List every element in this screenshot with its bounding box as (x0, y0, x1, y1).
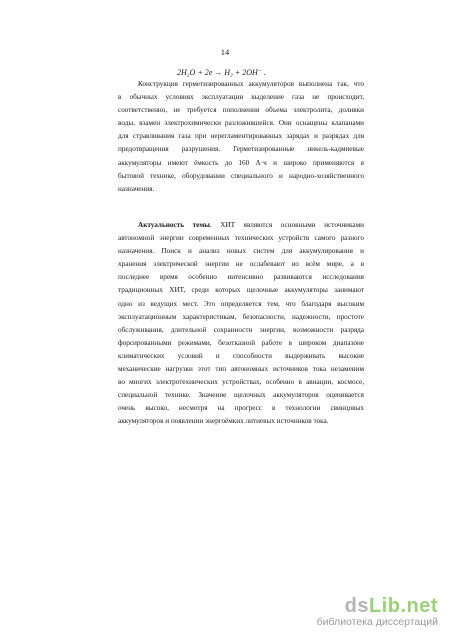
text-line: соответственно, не требуется пополнения объема электролита, доливки (118, 106, 364, 115)
text-line: традиционных ХИТ, среди которых щелочные аккумуляторы занимают (118, 286, 364, 295)
text-line: во многих электротехнических устройствах, особенно в авиации, космосе, (118, 378, 364, 387)
text-line: Конструкция герметизированных аккумуляторов выполнена так, что (138, 80, 364, 88)
paragraph-topic-relevance (118, 219, 364, 429)
text-line: хранения электрической энергии не ослабевают во всём мире, а в (118, 260, 364, 269)
text-line: обслуживания, длительной сохранности энергии, возможности разряда (118, 325, 364, 334)
text-line: автономной энергии современных технических устройств самого разного (118, 234, 364, 243)
text-line: аккумуляторы имеют ёмкость до 160 А·ч и широко применяются в (118, 158, 364, 167)
lead-text: . ХИТ являются основными источниками (209, 221, 364, 229)
section-heading-relevance: Актуальность темы (138, 221, 210, 229)
text-line: очень высоко, несмотря на прогресс в технологии свинцовых (118, 404, 364, 413)
dslib-watermark (317, 596, 438, 629)
paragraph-sealed-batteries (118, 78, 364, 196)
text-line: назначения. (118, 184, 155, 193)
page-number: 14 (220, 47, 230, 57)
watermark-caption: библиотека диссертаций (316, 616, 438, 628)
text-line-lead (118, 219, 364, 232)
text-line: климатических условий и способности выдерживать высокие (118, 351, 364, 360)
text-line: форсированными режимами, безотказной работе в широком диапазоне (118, 338, 364, 347)
text-line: механические нагрузки этот тип автономных источников тока незаменим (118, 365, 364, 374)
text-line: для стравливания газа при нерегламентированных зарядах и разрядах для (118, 132, 364, 141)
logo-suffix: Lib.net (368, 595, 438, 617)
text-line: аккумуляторов и появлении энергоёмких литиевых источников тока. (118, 417, 329, 426)
text-line: последнее время особенно интенсивно развиваются исследования (118, 273, 364, 282)
chemical-formula: 2H₂O + 2e → H₂ + 2OH⁻ . (177, 68, 267, 77)
text-line: предотвращения разрушения. Герметизированные никель-кадмиевые (118, 145, 364, 154)
text-line: специальной технике. Значение щелочных аккумуляторов оценивается (118, 391, 364, 400)
logo-prefix: ds (344, 595, 369, 617)
text-line: бытовой технике, оборудовании специального и народно-хозяйственного (118, 171, 364, 180)
dslib-logo (317, 596, 438, 616)
text-line: эксплуатационным характеристикам, безопасности, надежности, простоте (118, 312, 364, 321)
text-line: воды, взамен электрохимически разложившейся. Они оснащены клапанами (118, 119, 364, 128)
text-line: одно из ведущих мест. Это определяется тем, что благодаря высоким (118, 299, 364, 308)
text-line: в обычных условиях эксплуатации выделение газа не происходит, (118, 93, 364, 102)
text-line: назначения. Поиск и анализ новых систем для аккумулирования и (118, 247, 364, 256)
